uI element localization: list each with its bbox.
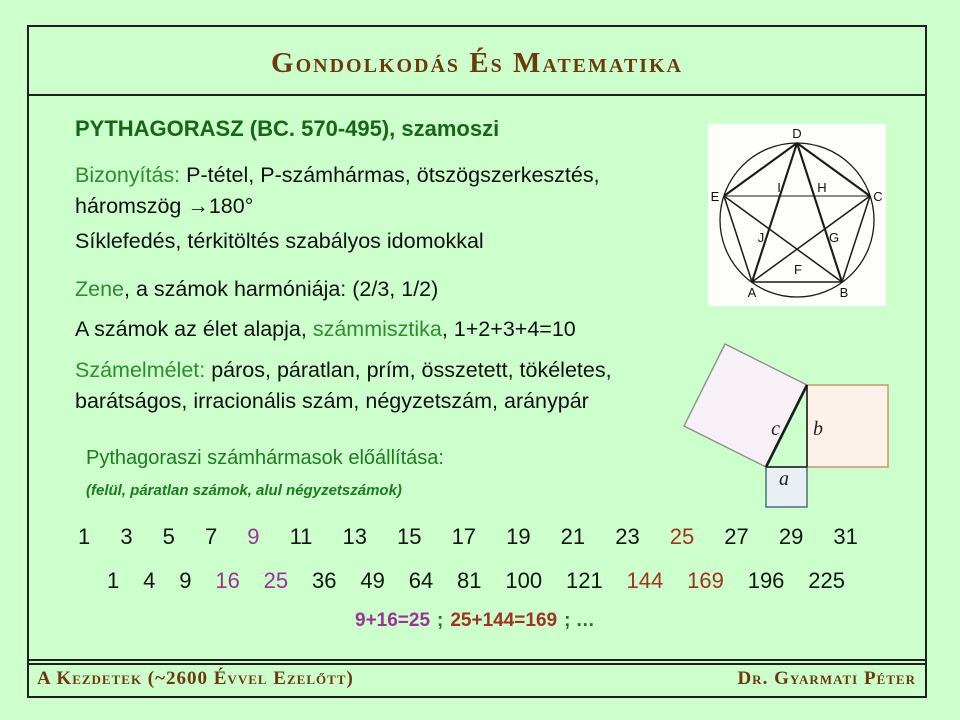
szamok-green: számmisztika <box>312 317 442 341</box>
vertex-label-D: D <box>792 126 802 141</box>
bizonyitas-lead: Bizonyítás: <box>75 163 181 187</box>
square-number-highlight: 144 <box>626 568 664 593</box>
square-on-c <box>684 344 807 467</box>
square-number: 49 <box>360 568 385 593</box>
square-number: 225 <box>808 568 845 593</box>
square-number-highlight: 25 <box>263 568 289 593</box>
square-number: 81 <box>457 568 482 593</box>
page-title: Gondolkodás És Matematika <box>271 47 683 79</box>
szamelmelet-text: páros, páratlan, prím, összetett, tökéletes, <box>205 358 612 382</box>
heading-pythagoras: PYTHAGORASZ (BC. 570-495), szamoszi <box>75 116 500 141</box>
odd-number: 19 <box>506 524 531 549</box>
square-number-highlight: 169 <box>687 568 724 593</box>
zene-text: , a számok harmóniája: (2/3, 1/2) <box>124 277 439 301</box>
square-numbers-row <box>107 568 845 594</box>
vertex-label-C: C <box>873 189 883 204</box>
odd-number: 17 <box>451 524 477 549</box>
point-label-I: I <box>777 180 781 195</box>
paragraph-siklefedes: Síklefedés, térkitöltés szabályos idomokkal <box>75 229 484 253</box>
footer-separator-line-2 <box>27 663 927 665</box>
square-number: 121 <box>565 568 603 593</box>
point-label-F: F <box>794 262 802 277</box>
vertex-label-A: A <box>747 285 757 300</box>
equation-ellipsis: ; … <box>564 610 595 631</box>
pentagram-svg <box>708 124 886 306</box>
edge-D-C <box>797 143 870 196</box>
point-label-G: G <box>828 230 840 245</box>
point-label-H: H <box>817 180 827 195</box>
triples-heading: Pythagoraszi számhármasok előállítása: <box>86 447 444 469</box>
square-number: 196 <box>747 568 785 593</box>
edge-D-E <box>724 143 797 196</box>
square-number-highlight: 16 <box>215 568 240 593</box>
odd-number: 5 <box>162 524 175 549</box>
square-number: 64 <box>408 568 434 593</box>
paragraph-szamok <box>75 314 576 345</box>
odd-number: 11 <box>289 524 313 549</box>
label-a: a <box>779 468 789 490</box>
title-separator-line <box>27 94 927 96</box>
point-label-J: J <box>757 230 765 245</box>
vertex-label-B: B <box>839 285 849 300</box>
pythagoras-svg <box>683 338 903 513</box>
bizonyitas-text-line2: háromszög →180° <box>75 194 254 218</box>
equation-second: 25+144=169 <box>450 610 558 631</box>
label-b: b <box>813 418 823 440</box>
odd-number: 23 <box>615 524 640 549</box>
square-number: 100 <box>505 568 543 593</box>
odd-number: 13 <box>342 524 367 549</box>
pentagram-figure <box>708 124 886 306</box>
triple-equations <box>355 610 602 632</box>
szamelmelet-text-line2: barátságos, irracionális szám, négyzetszám, aránypár <box>75 389 589 413</box>
odd-number: 7 <box>204 524 218 549</box>
edge-E-B <box>724 196 842 282</box>
square-number: 4 <box>143 568 156 593</box>
szamok-post: , 1+2+3+4=10 <box>441 317 576 341</box>
zene-lead: Zene <box>75 277 125 301</box>
square-number: 1 <box>107 568 120 593</box>
odd-number: 21 <box>560 524 586 549</box>
odd-number: 27 <box>724 524 749 549</box>
szamelmelet-lead: Számelmélet: <box>75 358 206 382</box>
odd-number-highlight: 25 <box>669 524 695 549</box>
paragraph-bizonyitas <box>75 160 600 222</box>
odd-number: 3 <box>120 524 133 549</box>
paragraph-szamelmelet <box>75 355 612 417</box>
edge-C-A <box>752 196 870 282</box>
triples-note: (felül, páratlan számok, alul négyzetszámok) <box>86 482 402 499</box>
square-number: 9 <box>179 568 192 593</box>
label-c: c <box>771 418 780 440</box>
odd-number: 15 <box>397 524 422 549</box>
odd-numbers-row <box>78 524 858 550</box>
square-number: 36 <box>312 568 337 593</box>
odd-number: 31 <box>833 524 858 549</box>
odd-number: 29 <box>778 524 804 549</box>
vertex-label-E: E <box>710 189 720 204</box>
edge-D-B <box>797 143 842 282</box>
equation-separator: ; <box>437 610 444 631</box>
odd-number-highlight: 9 <box>247 524 260 549</box>
footer-separator-line <box>27 659 927 661</box>
szamok-pre: A számok az élet alapja, <box>75 317 313 341</box>
footer-left-text: A Kezdetek (~2600 Évvel Ezelőtt) <box>37 668 354 689</box>
paragraph-zene <box>75 274 438 305</box>
edge-D-A <box>752 143 797 282</box>
footer-right-text: Dr. Gyarmati Péter <box>737 668 916 689</box>
odd-number: 1 <box>78 524 91 549</box>
pythagoras-theorem-figure <box>683 338 903 513</box>
bizonyitas-text: P-tétel, P-számhármas, ötszögszerkesztés, <box>180 163 600 187</box>
equation-first: 9+16=25 <box>355 610 431 631</box>
